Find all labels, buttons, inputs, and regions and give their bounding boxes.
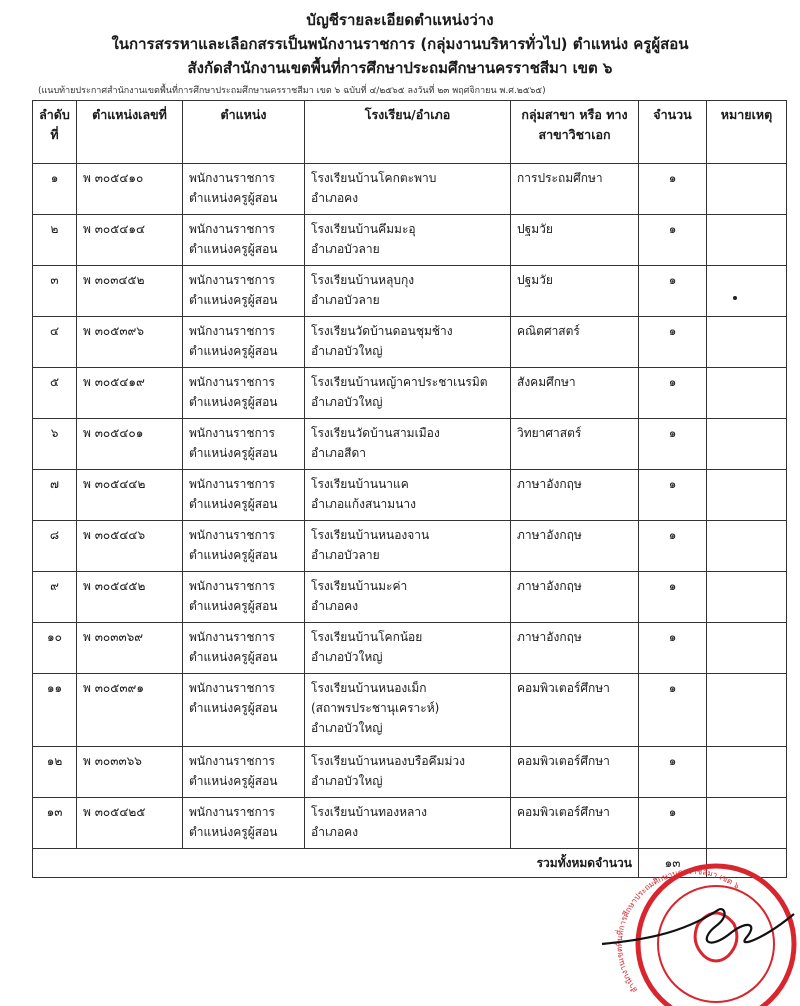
row-order: ๑๓ — [33, 798, 77, 849]
row-school-line: อำเภอคง — [311, 825, 359, 839]
row-position-line: ตำแหน่งครูผู้สอน — [189, 395, 278, 409]
table-header-row — [33, 101, 787, 164]
row-position-cell — [183, 470, 305, 521]
row-position-number: พ ๓๐๕๔๑๙ — [77, 368, 183, 419]
row-school-line: อำเภอบัวลาย — [311, 293, 380, 307]
row-major: การประถมศึกษา — [511, 164, 639, 215]
total-value: ๑๓ — [639, 849, 707, 878]
row-major: ภาษาอังกฤษ — [511, 572, 639, 623]
row-major: คอมพิวเตอร์ศึกษา — [511, 674, 639, 747]
table-row — [33, 419, 787, 470]
row-school-line: โรงเรียนบ้านนาแค — [311, 477, 409, 491]
row-order: ๖ — [33, 419, 77, 470]
row-major: คณิตศาสตร์ — [511, 317, 639, 368]
row-major: วิทยาศาสตร์ — [511, 419, 639, 470]
row-school-line: โรงเรียนบ้านโคกตะพาบ — [311, 171, 437, 185]
row-school-line: โรงเรียนบ้านหนองเม็ก — [311, 681, 427, 695]
row-note — [707, 674, 787, 747]
row-position-line: พนักงานราชการ — [189, 528, 275, 542]
row-position-line: พนักงานราชการ — [189, 171, 275, 185]
row-position-line: พนักงานราชการ — [189, 426, 275, 440]
column-header-order: ลำดับที่ — [33, 101, 77, 164]
row-position-number: พ ๓๐๕๔๕๒ — [77, 572, 183, 623]
row-position-cell — [183, 266, 305, 317]
row-position-line: พนักงานราชการ — [189, 273, 275, 287]
row-count: ๑ — [639, 470, 707, 521]
row-school-line: อำเภอบัวใหญ่ — [311, 344, 383, 358]
row-position-cell — [183, 572, 305, 623]
row-school-cell — [305, 419, 511, 470]
row-school-line: โรงเรียนบ้านหญ้าคาประชาเนรมิต — [311, 375, 488, 389]
row-order: ๔ — [33, 317, 77, 368]
row-position-cell — [183, 798, 305, 849]
row-count: ๑ — [639, 419, 707, 470]
row-order: ๗ — [33, 470, 77, 521]
row-count: ๑ — [639, 798, 707, 849]
row-position-line: ตำแหน่งครูผู้สอน — [189, 242, 278, 256]
row-position-line: ตำแหน่งครูผู้สอน — [189, 825, 278, 839]
row-count: ๑ — [639, 521, 707, 572]
office-name: สังกัดสำนักงานเขตพื้นที่การศึกษาประถมศึกษานครราชสีมา เขต ๖ — [187, 59, 613, 77]
row-major: ปฐมวัย — [511, 266, 639, 317]
row-position-cell — [183, 317, 305, 368]
row-position-line: ตำแหน่งครูผู้สอน — [189, 774, 278, 788]
document-subtitle: ในการสรรหาและเลือกสรรเป็นพนักงานราชการ (กลุ่มงานบริหารทั่วไป) ตำแหน่ง ครูผู้สอน — [111, 35, 689, 53]
row-school-cell — [305, 521, 511, 572]
row-count: ๑ — [639, 674, 707, 747]
row-position-line: พนักงานราชการ — [189, 477, 275, 491]
row-position-cell — [183, 164, 305, 215]
row-school-line: อำเภอบัวใหญ่ — [311, 650, 383, 664]
row-major: ภาษาอังกฤษ — [511, 521, 639, 572]
reference-note: (แนบท้ายประกาศสำนักงานเขตพื้นที่การศึกษาประถมศึกษานครราชสีมา เขต ๖ ฉบับที่ ๔/๒๕๖๕ ลงวันที่ ๒๓ พฤศจิกายน พ.ศ.๒๕๖๕) — [38, 86, 546, 96]
row-count: ๑ — [639, 266, 707, 317]
document-title: บัญชีรายละเอียดตำแหน่งว่าง — [306, 11, 494, 29]
row-school-line: อำเภอแก้งสนามนาง — [311, 497, 416, 511]
row-school-cell — [305, 470, 511, 521]
row-order: ๑๑ — [33, 674, 77, 747]
row-count: ๑ — [639, 317, 707, 368]
row-position-line: ตำแหน่งครูผู้สอน — [189, 293, 278, 307]
row-school-line: อำเภอบัวใหญ่ — [311, 395, 383, 409]
row-school-line: อำเภอคง — [311, 191, 359, 205]
row-position-line: ตำแหน่งครูผู้สอน — [189, 599, 278, 613]
row-major: ปฐมวัย — [511, 215, 639, 266]
table-row — [33, 368, 787, 419]
row-school-line: โรงเรียนบ้านมะค่า — [311, 579, 408, 593]
table-row — [33, 623, 787, 674]
row-position-line: ตำแหน่งครูผู้สอน — [189, 446, 278, 460]
row-count: ๑ — [639, 572, 707, 623]
row-school-cell — [305, 747, 511, 798]
table-body — [33, 164, 787, 849]
table-row — [33, 674, 787, 747]
row-count: ๑ — [639, 623, 707, 674]
row-position-number: พ ๓๐๕๓๙๑ — [77, 674, 183, 747]
row-position-line: ตำแหน่งครูผู้สอน — [189, 650, 278, 664]
row-position-number: พ ๓๐๕๔๔๒ — [77, 470, 183, 521]
column-header-count: จำนวน — [639, 101, 707, 164]
row-school-cell — [305, 368, 511, 419]
official-seal-stamp — [598, 840, 798, 1006]
row-note — [707, 470, 787, 521]
table-row — [33, 164, 787, 215]
row-major: คอมพิวเตอร์ศึกษา — [511, 798, 639, 849]
row-school-line: อำเภอบัวลาย — [311, 242, 380, 256]
row-school-cell — [305, 798, 511, 849]
table-row — [33, 266, 787, 317]
row-order: ๕ — [33, 368, 77, 419]
row-position-number: พ ๓๐๓๓๖๖ — [77, 747, 183, 798]
row-school-cell — [305, 674, 511, 747]
row-position-line: พนักงานราชการ — [189, 375, 275, 389]
column-header-major: กลุ่มสาขา หรือ ทางสาขาวิชาเอก — [511, 101, 639, 164]
row-position-cell — [183, 419, 305, 470]
row-position-cell — [183, 747, 305, 798]
row-note — [707, 266, 787, 317]
table-row — [33, 521, 787, 572]
table-row — [33, 317, 787, 368]
row-school-line: อำเภอบัวใหญ่ — [311, 721, 383, 735]
seal-icon — [613, 866, 794, 1006]
row-note — [707, 572, 787, 623]
row-position-number: พ ๓๐๕๓๙๖ — [77, 317, 183, 368]
table-row — [33, 572, 787, 623]
row-position-line: พนักงานราชการ — [189, 754, 275, 768]
row-order: ๘ — [33, 521, 77, 572]
row-position-line: พนักงานราชการ — [189, 324, 275, 338]
row-school-cell — [305, 164, 511, 215]
row-major: สังคมศึกษา — [511, 368, 639, 419]
row-school-line: โรงเรียนบ้านทองหลาง — [311, 805, 427, 819]
row-note — [707, 521, 787, 572]
vacancy-table — [32, 100, 787, 878]
row-school-line: โรงเรียนบ้านโคกน้อย — [311, 630, 423, 644]
row-order: ๙ — [33, 572, 77, 623]
row-school-line: อำเภอคง — [311, 599, 359, 613]
row-school-line: โรงเรียนวัดบ้านสามเมือง — [311, 426, 440, 440]
row-position-line: ตำแหน่งครูผู้สอน — [189, 497, 278, 511]
row-order: ๑ — [33, 164, 77, 215]
row-position-line: พนักงานราชการ — [189, 579, 275, 593]
row-school-line: อำเภอบัวใหญ่ — [311, 774, 383, 788]
row-position-number: พ ๓๐๕๔๒๕ — [77, 798, 183, 849]
row-school-cell — [305, 266, 511, 317]
row-note — [707, 747, 787, 798]
total-label: รวมทั้งหมดจำนวน — [33, 849, 639, 878]
row-position-cell — [183, 623, 305, 674]
row-position-number: พ ๓๐๕๔๑๐ — [77, 164, 183, 215]
row-note — [707, 623, 787, 674]
row-major: ภาษาอังกฤษ — [511, 623, 639, 674]
row-note — [707, 164, 787, 215]
row-position-line: พนักงานราชการ — [189, 630, 275, 644]
row-position-line: ตำแหน่งครูผู้สอน — [189, 344, 278, 358]
row-count: ๑ — [639, 368, 707, 419]
row-position-line: พนักงานราชการ — [189, 222, 275, 236]
row-position-cell — [183, 215, 305, 266]
row-school-cell — [305, 572, 511, 623]
column-header-position: ตำแหน่ง — [183, 101, 305, 164]
row-order: ๑๐ — [33, 623, 77, 674]
row-school-line: โรงเรียนบ้านหลุบกุง — [311, 273, 415, 287]
row-school-line: อำเภอสีดา — [311, 446, 367, 460]
table-row — [33, 470, 787, 521]
row-position-cell — [183, 521, 305, 572]
row-major: ภาษาอังกฤษ — [511, 470, 639, 521]
row-school-line: โรงเรียนวัดบ้านดอนชุมช้าง — [311, 324, 453, 338]
row-school-line: (สถาพรประชานุเคราะห์) — [311, 701, 440, 715]
row-position-number: พ ๓๐๕๔๐๑ — [77, 419, 183, 470]
row-position-line: ตำแหน่งครูผู้สอน — [189, 701, 278, 715]
row-school-line: อำเภอบัวลาย — [311, 548, 380, 562]
row-position-line: พนักงานราชการ — [189, 805, 275, 819]
ink-mark — [733, 296, 737, 300]
row-count: ๑ — [639, 747, 707, 798]
row-school-cell — [305, 317, 511, 368]
row-note — [707, 317, 787, 368]
row-count: ๑ — [639, 215, 707, 266]
row-position-number: พ ๓๐๓๓๖๙ — [77, 623, 183, 674]
row-position-cell — [183, 368, 305, 419]
row-position-number: พ ๓๐๓๔๕๒ — [77, 266, 183, 317]
table-row — [33, 215, 787, 266]
row-position-number: พ ๓๐๕๔๔๖ — [77, 521, 183, 572]
seal-caption: สำนักงานเขตพื้นที่การศึกษาประถมศึกษานครราชสีมา เขต ๖ — [614, 866, 742, 995]
row-school-line: โรงเรียนบ้านหนองบรือคึมม่วง — [311, 754, 465, 768]
row-major: คอมพิวเตอร์ศึกษา — [511, 747, 639, 798]
column-header-note: หมายเหตุ — [707, 101, 787, 164]
table-row — [33, 747, 787, 798]
column-header-school: โรงเรียน/อำเภอ — [305, 101, 511, 164]
row-count: ๑ — [639, 164, 707, 215]
row-position-cell — [183, 674, 305, 747]
row-position-line: ตำแหน่งครูผู้สอน — [189, 191, 278, 205]
row-position-number: พ ๓๐๕๔๑๔ — [77, 215, 183, 266]
row-note — [707, 368, 787, 419]
row-school-line: โรงเรียนบ้านคึมมะอุ — [311, 222, 416, 236]
row-position-line: ตำแหน่งครูผู้สอน — [189, 548, 278, 562]
row-school-cell — [305, 623, 511, 674]
row-note — [707, 419, 787, 470]
row-school-line: โรงเรียนบ้านหนองจาน — [311, 528, 430, 542]
row-note — [707, 215, 787, 266]
row-school-cell — [305, 215, 511, 266]
row-order: ๓ — [33, 266, 77, 317]
column-header-position-number: ตำแหน่งเลขที่ — [77, 101, 183, 164]
row-position-line: พนักงานราชการ — [189, 681, 275, 695]
row-order: ๑๒ — [33, 747, 77, 798]
row-order: ๒ — [33, 215, 77, 266]
